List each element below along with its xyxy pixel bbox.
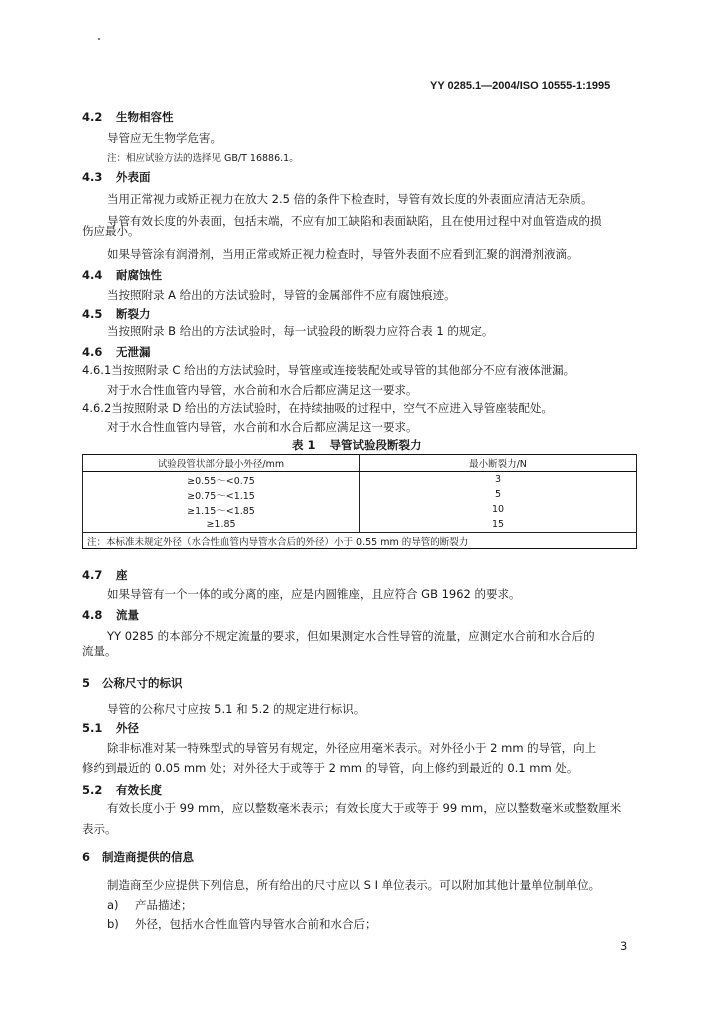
table-cell: ≥0.75～<1.15 xyxy=(83,487,360,502)
scan-speck xyxy=(98,38,100,40)
table-row xyxy=(83,487,637,502)
column-header: 最小断裂力/N xyxy=(360,455,637,472)
section-number: 4.5 xyxy=(82,307,103,321)
table-cell: 10 xyxy=(360,502,637,517)
paragraph-continued: 伤应最小。 xyxy=(82,224,140,238)
heading-4-3 xyxy=(82,170,151,184)
heading-5-1 xyxy=(82,721,139,735)
heading-4-7 xyxy=(82,568,128,582)
section-number: 4.6.1 xyxy=(82,363,112,377)
paragraph: 当用正常视力或矫正视力在放大 2.5 倍的条件下检查时，导管有效长度的外表面应清洁无杂质。 xyxy=(107,192,593,206)
paragraph: 如果导管有一个一体的或分离的座，应是内圆锥座，且应符合 GB 1962 的要求。 xyxy=(107,587,521,601)
table-title: 导管试验段断裂力 xyxy=(329,438,422,452)
paragraph: 对于水合性血管内导管，水合前和水合后都应满足这一要求。 xyxy=(107,383,418,397)
paragraph: 制造商至少应提供下列信息，所有给出的尺寸应以 S I 单位表示。可以附加其他计量单位制单位。 xyxy=(107,878,601,892)
section-title: 生物相容性 xyxy=(116,110,174,124)
section-number: 4.7 xyxy=(82,568,103,582)
section-number: 4.3 xyxy=(82,170,103,184)
paragraph: 导管有效长度的外表面，包括末端，不应有加工缺陷和表面缺陷，且在使用过程中对血管造成的损 xyxy=(107,214,602,228)
section-title: 有效长度 xyxy=(116,783,162,797)
list-item-text: 外径，包括水合性血管内导管水合前和水合后； xyxy=(135,917,377,931)
section-number: 5 xyxy=(82,676,91,690)
paragraph: 当按照附录 B 给出的方法试验时，每一试验段的断裂力应符合表 1 的规定。 xyxy=(107,324,494,338)
heading-6 xyxy=(82,850,194,864)
table-header-row xyxy=(83,455,637,472)
paragraph-continued: 修约到最近的 0.05 mm 处；对外径大于或等于 2 mm 的导管，向上修约到最近的 0.1 mm 处。 xyxy=(82,761,579,775)
list-marker: b) xyxy=(107,917,119,931)
table-label: 表 1 xyxy=(292,438,316,452)
section-number: 4.8 xyxy=(82,608,103,622)
list-item xyxy=(107,917,377,931)
table-row xyxy=(83,502,637,517)
column-header: 试验段管状部分最小外径/mm xyxy=(83,455,360,472)
heading-5 xyxy=(82,676,183,690)
subclause-4-6-1 xyxy=(82,363,575,377)
table-caption xyxy=(292,437,422,453)
heading-4-2 xyxy=(82,110,174,124)
section-title: 流量 xyxy=(116,608,139,622)
paragraph: YY 0285 的本部分不规定流量的要求，但如果测定水合性导管的流量，应测定水合前和水合后的 xyxy=(107,629,595,643)
heading-5-2 xyxy=(82,783,162,797)
section-number: 4.2 xyxy=(82,110,103,124)
paragraph: 导管应无生物学危害。 xyxy=(107,131,222,145)
paragraph: 有效长度小于 99 mm，应以整数毫米表示；有效长度大于或等于 99 mm，应以整数毫米或整数厘米 xyxy=(107,801,622,815)
subclause-4-6-2 xyxy=(82,401,553,415)
section-number: 5.1 xyxy=(82,721,103,735)
section-title: 公称尺寸的标识 xyxy=(102,676,183,690)
table-cell: ≥1.85 xyxy=(83,517,360,533)
table-cell: 5 xyxy=(360,487,637,502)
standard-number: YY 0285.1—2004/ISO 10555-1:1995 xyxy=(430,80,611,92)
paragraph: 对于水合性血管内导管，水合前和水合后都应满足这一要求。 xyxy=(107,420,418,434)
paragraph-continued: 表示。 xyxy=(82,822,117,836)
section-title: 断裂力 xyxy=(116,307,151,321)
section-title: 外表面 xyxy=(116,170,151,184)
section-number: 4.4 xyxy=(82,268,103,282)
table-cell: 3 xyxy=(360,472,637,488)
section-number: 6 xyxy=(82,850,91,864)
section-number: 5.2 xyxy=(82,783,103,797)
table-note-row xyxy=(83,533,637,549)
paragraph: 如果导管涂有润滑剂，当用正常或矫正视力检查时，导管外表面不应看到汇聚的润滑剂液滴。 xyxy=(107,247,579,261)
table-note: 注：本标准未规定外径（水合性血管内导管水合后的外径）小于 0.55 mm 的导管的断裂力 xyxy=(83,533,637,549)
page-number: 3 xyxy=(620,939,628,953)
breaking-force-table xyxy=(82,454,637,549)
table-cell: 15 xyxy=(360,517,637,533)
note: 注：相应试验方法的选择见 GB/T 16886.1。 xyxy=(107,153,299,164)
section-title: 座 xyxy=(116,568,128,582)
table-cell: ≥1.15～<1.85 xyxy=(83,502,360,517)
section-title: 外径 xyxy=(116,721,139,735)
heading-4-8 xyxy=(82,608,139,622)
table-row xyxy=(83,472,637,488)
paragraph-continued: 流量。 xyxy=(82,644,117,658)
paragraph: 当按照附录 D 给出的方法试验时，在持续抽吸的过程中，空气不应进入导管座装配处。 xyxy=(111,401,553,415)
section-title: 耐腐蚀性 xyxy=(116,268,162,282)
table-row xyxy=(83,517,637,533)
table-cell: ≥0.55～<0.75 xyxy=(83,472,360,488)
paragraph: 当按照附录 C 给出的方法试验时，导管座或连接装配处或导管的其他部分不应有液体泄漏。 xyxy=(111,363,576,377)
section-title: 无泄漏 xyxy=(116,345,151,359)
paragraph: 当按照附录 A 给出的方法试验时，导管的金属部件不应有腐蚀痕迹。 xyxy=(107,288,456,302)
heading-4-4 xyxy=(82,268,162,282)
heading-4-6 xyxy=(82,345,151,359)
section-title: 制造商提供的信息 xyxy=(102,850,194,864)
list-marker: a) xyxy=(107,898,119,912)
list-item xyxy=(107,898,193,912)
paragraph: 导管的公称尺寸应按 5.1 和 5.2 的规定进行标识。 xyxy=(107,702,366,716)
list-item-text: 产品描述； xyxy=(135,898,193,912)
heading-4-5 xyxy=(82,307,151,321)
section-number: 4.6.2 xyxy=(82,401,112,415)
section-number: 4.6 xyxy=(82,345,103,359)
paragraph: 除非标准对某一特殊型式的导管另有规定，外径应用毫米表示。对外径小于 2 mm 的导管，向上 xyxy=(107,741,597,755)
